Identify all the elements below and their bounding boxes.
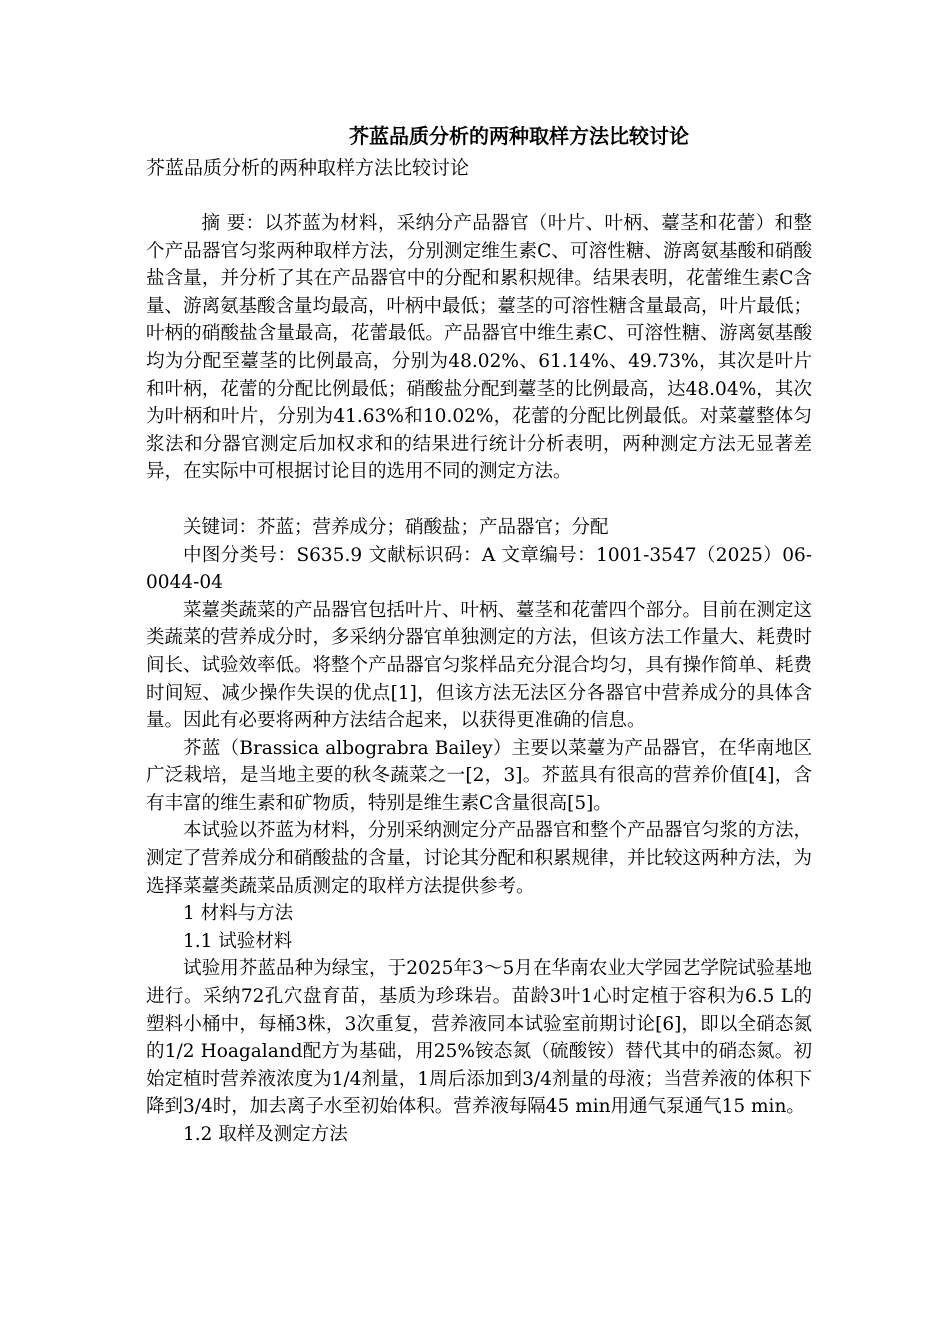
section-heading-1: 1 材料与方法	[183, 903, 294, 925]
keywords-line: 关键词：芥蓝；营养成分；硝酸盐；产品器官；分配	[183, 516, 609, 538]
abstract-paragraph: 摘 要：以芥蓝为材料，采纳分产品器官（叶片、叶柄、薹茎和花蕾）和整个产品器官匀浆两种取样方法，分别测定维生素C、可溶性糖、游离氨基酸和硝酸盐含量，并分析了其在产品器官中的分配和累积规律。结果表明，花蕾维生素C含量、游离氨基酸含量均最高，叶柄中最低；薹茎的可溶性糖含量最高，叶片最低；叶柄的硝酸盐含量最高，花蕾最低。产品器官中维生素C、可溶性糖、游离氨基酸均为分配至薹茎的比例最高，分别为48.02%、61.14%、49.73%，其次是叶片和叶柄，花蕾的分配比例最低；硝酸盐分配到薹茎的比例最高，达48.04%，其次为叶柄和叶片，分别为41.63%和10.02%，花蕾的分配比例最低。对菜薹整体匀浆法和分器官测定后加权求和的结果进行统计分析表明，两种测定方法无显著差异，在实际中可根据讨论目的选用不同的测定方法。	[146, 213, 813, 483]
spacer	[146, 182, 812, 210]
document-subtitle: 芥蓝品质分析的两种取样方法比较讨论	[146, 157, 470, 179]
spacer	[146, 486, 812, 514]
classification-line: 中图分类号：S635.9 文献标识码：A 文章编号：1001-3547（2025）06-0044-04	[146, 544, 812, 594]
section-heading-1-1: 1.1 试验材料	[183, 930, 293, 952]
materials-paragraph: 试验用芥蓝品种为绿宝，于2025年3～5月在华南农业大学园艺学院试验基地进行。采纳72孔穴盘育苗，基质为珍珠岩。苗龄3叶1心时定植于容积为6.5 L的塑料小桶中，每桶3株，3次重复，营养液同本试验室前期讨论[6]，即以全硝态氮的1/2 Hoagaland配方为基础，用25%铵态氮（硫酸铵）替代其中的硝态氮。初始定植时营养液浓度为1/4剂量，1周后添加到3/4剂量的母液；当营养液的体积下降到3/4时，加去离子水至初始体积。营养液每隔45 min用通气泵通气15 min。	[146, 958, 812, 1118]
document-title: 芥蓝品质分析的两种取样方法比较讨论	[349, 124, 689, 148]
section-heading-1-2: 1.2 取样及测定方法	[183, 1124, 348, 1145]
intro-paragraph-3: 本试验以芥蓝为材料，分别采纳测定分产品器官和整个产品器官匀浆的方法，测定了营养成分和硝酸盐的含量，讨论其分配和积累规律，并比较这两种方法，为选择菜薹类蔬菜品质测定的取样方法提供参考。	[146, 820, 813, 897]
intro-paragraph-1: 菜薹类蔬菜的产品器官包括叶片、叶柄、薹茎和花蕾四个部分。目前在测定这类蔬菜的营养成分时，多采纳分器官单独测定的方法，但该方法工作量大、耗费时间长、试验效率低。将整个产品器官匀浆样品充分混合均匀，具有操作简单、耗费时间短、减少操作失误的优点[1]，但该方法无法区分各器官中营养成分的具体含量。因此有必要将两种方法结合起来，以获得更准确的信息。	[146, 599, 813, 732]
document-page	[146, 118, 812, 1149]
intro-paragraph-2: 芥蓝（Brassica albograbra Bailey）主要以菜薹为产品器官，在华南地区广泛栽培，是当地主要的秋冬蔬菜之一[2，3]。芥蓝具有很高的营养价值[4]，含有丰富的维生素和矿物质，特别是维生素C含量很高[5]。	[146, 737, 812, 814]
